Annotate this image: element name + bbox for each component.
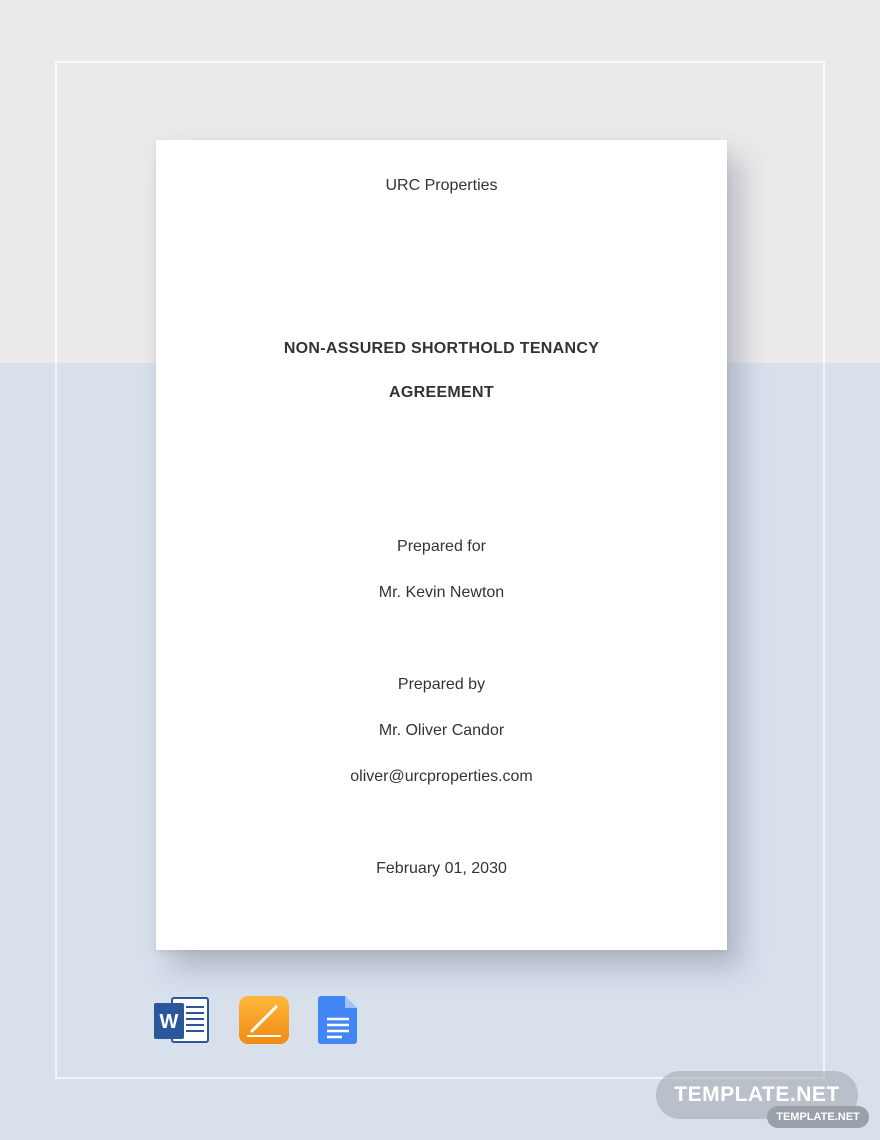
title-line-1: NON-ASSURED SHORTHOLD TENANCY <box>283 340 600 357</box>
watermark-large: TEMPLATE.NET <box>656 1071 858 1119</box>
pages-icon[interactable] <box>238 995 290 1045</box>
svg-text:W: W <box>159 1011 179 1033</box>
prepared-by-email: oliver@urcproperties.com <box>350 768 533 785</box>
watermark-small: TEMPLATE.NET <box>767 1106 869 1128</box>
prepared-for-name: Mr. Kevin Newton <box>378 584 505 601</box>
document-title <box>156 327 727 415</box>
document-date: February 01, 2030 <box>376 860 507 877</box>
google-docs-icon[interactable] <box>318 995 358 1045</box>
prepared-by-label: Prepared by <box>397 676 486 693</box>
document-page <box>156 140 727 950</box>
word-icon[interactable] <box>154 995 210 1045</box>
prepared-for-label: Prepared for <box>397 538 486 555</box>
title-line-2: AGREEMENT <box>389 384 494 401</box>
company-name: URC Properties <box>385 177 498 194</box>
prepared-by-name: Mr. Oliver Candor <box>378 722 505 739</box>
